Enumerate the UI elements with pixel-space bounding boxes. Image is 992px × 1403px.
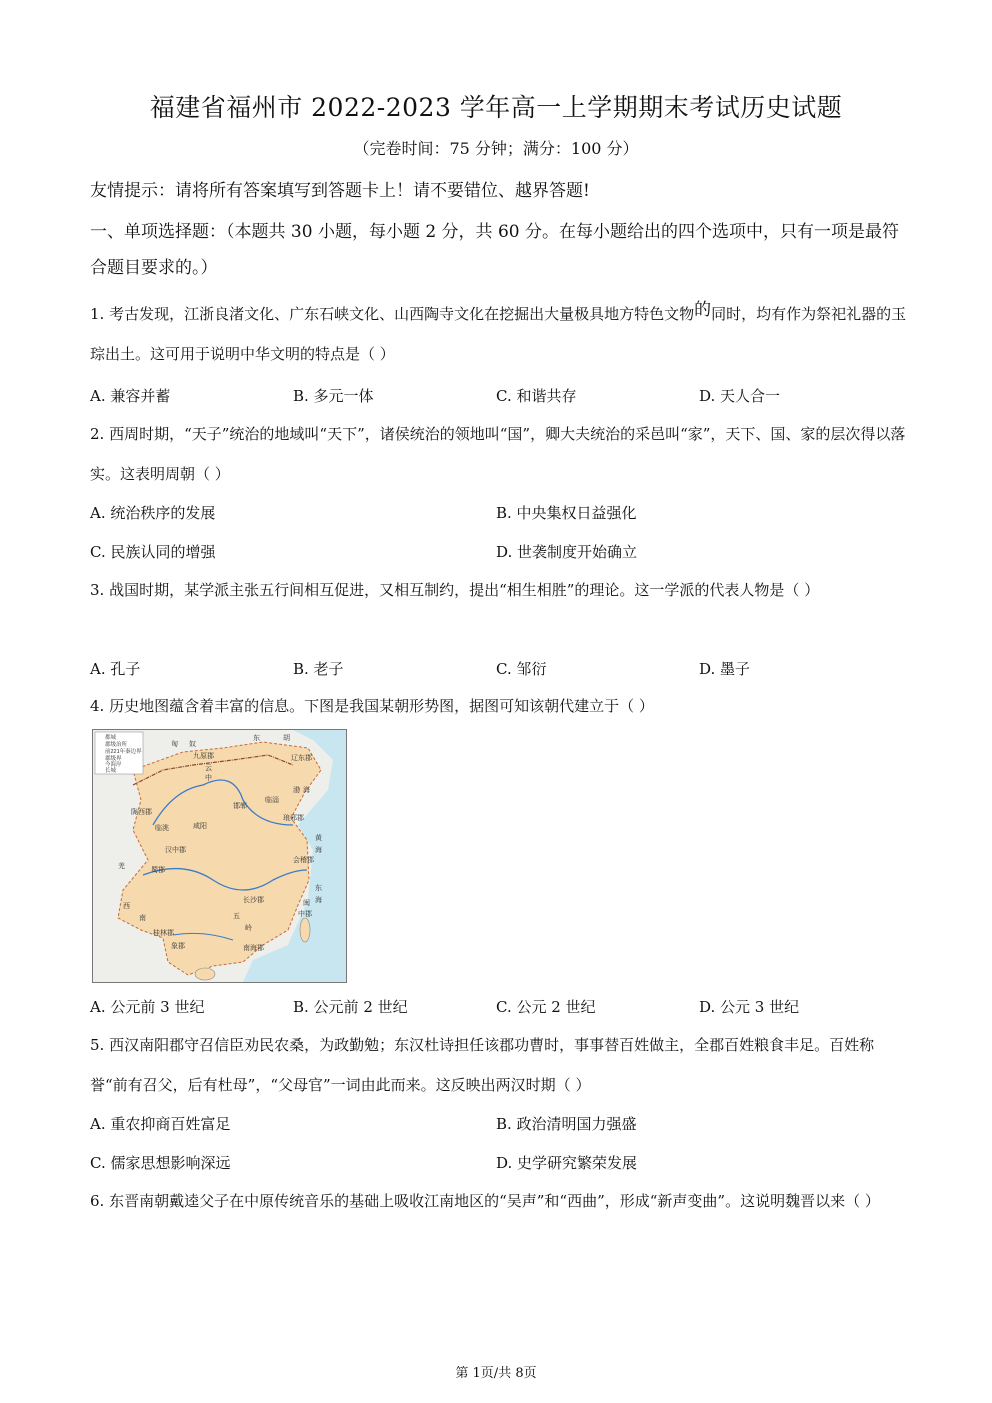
- label-hu: 胡: [283, 734, 290, 742]
- label-xiong: 匈: [171, 740, 178, 748]
- label-kuaiji: 会稽郡: [293, 856, 314, 864]
- question-4: 4. 历史地图蕴含着丰富的信息。下图是我国某朝形势图，据图可知该朝代建立于（ ）: [90, 697, 654, 715]
- label-ling: 岭: [245, 924, 252, 932]
- q2-option-a[interactable]: A. 统治秩序的发展: [90, 504, 216, 522]
- q3-option-c[interactable]: C. 邹衍: [496, 660, 547, 678]
- q1-option-d[interactable]: D. 天人合一: [699, 387, 781, 405]
- label-liaodong: 辽东郡: [291, 754, 312, 762]
- legend-commandery: 郡级治所: [105, 742, 128, 748]
- taiwan-island: [300, 918, 310, 942]
- qin-dynasty-map: [92, 729, 347, 983]
- label-zhongjun: 中郡: [298, 910, 312, 918]
- label-hai: 海: [315, 846, 322, 854]
- question-1: [90, 294, 910, 374]
- question-1-stem-a: 1. 考古发现，江浙良渚文化、广东石峡文化、山西陶寺文化在挖掘出大量极具地方特色文物: [90, 305, 695, 323]
- q1-option-a[interactable]: A. 兼容并蓄: [90, 387, 171, 405]
- legend-commandery-border: 郡级界: [105, 756, 122, 762]
- section-heading: 一、单项选择题：（本题共 30 小题，每小题 2 分，共 60 分。在每小题给出的四个选项中，只有一项是最符合题目要求的。）: [90, 222, 900, 278]
- label-yun: 云: [205, 764, 212, 772]
- label-wu: 五: [233, 912, 240, 920]
- label-nan: 南: [139, 914, 146, 922]
- label-guilin: 桂林郡: [153, 929, 174, 937]
- question-3: 3. 战国时期，某学派主张五行间相互促进，又相互制约，提出“相生相胜”的理论。这一学派的代表人物是（ ）: [90, 581, 820, 599]
- label-xianyang: 咸阳: [193, 822, 207, 830]
- question-6: 6. 东晋南朝戴逵父子在中原传统音乐的基础上吸收江南地区的“吴声”和“西曲”，形成“新声变曲”。这说明魏晋以来（ ）: [90, 1192, 880, 1210]
- map-drawing: [93, 730, 346, 982]
- q5-option-b[interactable]: B. 政治清明国力强盛: [496, 1115, 637, 1133]
- label-bo-hai: 海: [303, 786, 310, 794]
- q4-option-a[interactable]: A. 公元前 3 世纪: [90, 998, 205, 1016]
- label-bo: 渤: [293, 786, 300, 794]
- label-nu: 奴: [189, 740, 196, 748]
- label-xi: 西: [123, 902, 130, 910]
- exam-subtitle: （完卷时间：75 分钟；满分：100 分）: [353, 139, 639, 158]
- q3-option-a[interactable]: A. 孔子: [90, 660, 141, 678]
- legend-border: 前221年秦边界: [105, 749, 142, 755]
- q5-option-d[interactable]: D. 史学研究繁荣发展: [496, 1154, 638, 1172]
- question-2: 2. 西周时期，“天子”统治的地域叫“天下”，诸侯统治的领地叫“国”，卿大夫统治的采邑叫“家”，天下、国、家的层次得以落实。这表明周朝（ ）: [90, 425, 906, 483]
- label-zhong: 中: [205, 774, 212, 782]
- label-min: 闽: [303, 899, 310, 907]
- label-dong: 东: [253, 734, 260, 742]
- friendly-tip: 友情提示：请将所有答案填写到答题卡上！请不要错位、越界答题!: [90, 181, 590, 201]
- label-longxi: 陇西郡: [131, 808, 152, 816]
- q2-option-d[interactable]: D. 世袭制度开始确立: [496, 543, 638, 561]
- q2-option-b[interactable]: B. 中央集权日益强化: [496, 504, 637, 522]
- label-changsha: 长沙郡: [243, 896, 264, 904]
- label-sea: 海: [315, 896, 322, 904]
- q3-option-d[interactable]: D. 墨子: [699, 660, 751, 678]
- question-1-stem-c: 同时，均有作为祭祀礼器的玉琮出土。这可用于说明中华文明的特点是（ ）: [90, 305, 907, 363]
- label-nanhai: 南海郡: [243, 944, 264, 952]
- page-footer: 第 1页/共 8页: [455, 1366, 537, 1381]
- label-east: 东: [315, 884, 322, 892]
- legend-capital: 都城: [105, 735, 117, 741]
- q3-option-b[interactable]: B. 老子: [293, 660, 344, 678]
- q4-option-b[interactable]: B. 公元前 2 世纪: [293, 998, 408, 1016]
- q2-option-c[interactable]: C. 民族认同的增强: [90, 543, 216, 561]
- label-huang: 黄: [315, 834, 322, 842]
- q4-option-d[interactable]: D. 公元 3 世纪: [699, 998, 800, 1016]
- question-1-stem-b: 的: [694, 300, 712, 320]
- exam-title: 福建省福州市 2022-2023 学年高一上学期期末考试历史试题: [149, 93, 843, 122]
- legend-great-wall: 长城: [105, 768, 117, 774]
- q1-option-c[interactable]: C. 和谐共存: [496, 387, 577, 405]
- label-shu: 蜀郡: [151, 866, 165, 874]
- label-xiang: 象郡: [171, 942, 185, 950]
- q5-option-c[interactable]: C. 儒家思想影响深远: [90, 1154, 231, 1172]
- label-hanzhong: 汉中郡: [165, 846, 186, 854]
- label-lintao: 临洮: [155, 824, 169, 832]
- hainan-island: [195, 968, 215, 980]
- label-langya: 琅邪郡: [283, 814, 304, 822]
- label-qiang: 羌: [118, 862, 125, 870]
- label-handan: 邯郸: [233, 802, 247, 810]
- label-linzi: 临淄: [265, 796, 279, 804]
- q5-option-a[interactable]: A. 重农抑商百姓富足: [90, 1115, 231, 1133]
- legend-coastline: 今海岸: [105, 762, 122, 768]
- question-5: 5. 西汉南阳郡守召信臣劝民农桑，为政勤勉；东汉杜诗担任该郡功曹时，事事替百姓做主，全郡百姓粮食丰足。百姓称誉“前有召父，后有杜母”，“父母官”一词由此而来。这反映出两汉时期（ ）: [90, 1036, 875, 1094]
- label-jiuyuan: 九原郡: [193, 752, 214, 760]
- q1-option-b[interactable]: B. 多元一体: [293, 387, 374, 405]
- q4-option-c[interactable]: C. 公元 2 世纪: [496, 998, 596, 1016]
